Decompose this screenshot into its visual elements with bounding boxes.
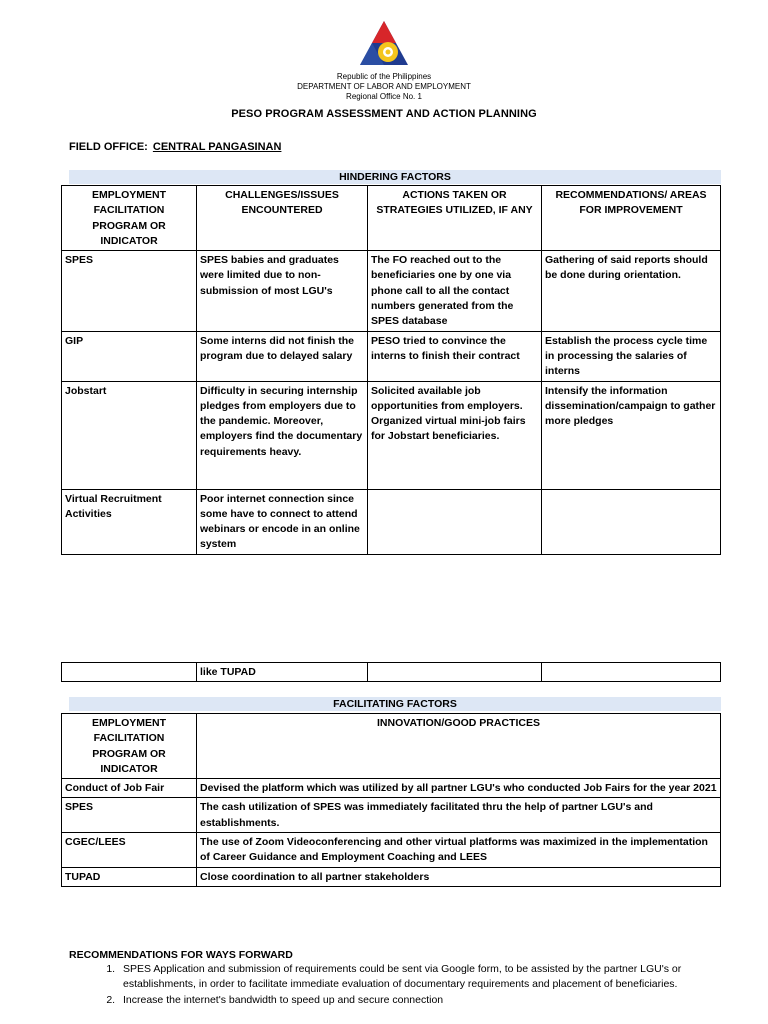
challenge-cell: Some interns did not finish the program due to delayed salary (197, 331, 368, 381)
recommendation-cell (542, 489, 721, 554)
column-header: CHALLENGES/ISSUES ENCOUNTERED (197, 186, 368, 251)
hindering-factors-table (61, 185, 721, 555)
field-office-value: CENTRAL PANGASINAN (152, 141, 282, 153)
list-item: 2. Increase the internet's bandwidth to speed up and secure connection (118, 993, 709, 1008)
program-cell: GIP (62, 331, 197, 381)
recommendation-cell: Gathering of said reports should be done during orientation. (542, 251, 721, 331)
program-cell: SPES (62, 251, 197, 331)
facilitating-factors-table (61, 713, 721, 887)
table-row (62, 833, 721, 868)
table-header-row (62, 186, 721, 251)
program-cell: CGEC/LEES (62, 833, 197, 868)
table-row (62, 779, 721, 798)
action-cell: PESO tried to convince the interns to finish their contract (368, 331, 542, 381)
program-cell: Jobstart (62, 381, 197, 489)
table-row (62, 489, 721, 554)
action-cell: The FO reached out to the beneficiaries one by one via phone call to all the contact numbers generated from the SPES database (368, 251, 542, 331)
recommendations-section (69, 949, 709, 1008)
column-header: INNOVATION/GOOD PRACTICES (197, 714, 721, 779)
column-header: EMPLOYMENT FACILITATION PROGRAM OR INDICATOR (62, 714, 197, 779)
field-office (69, 141, 281, 153)
column-header: EMPLOYMENT FACILITATION PROGRAM OR INDICATOR (62, 186, 197, 251)
recommendations-list (69, 962, 709, 1008)
program-cell: SPES (62, 798, 197, 833)
region-text: Regional Office No. 1 (346, 92, 422, 101)
table-row (62, 331, 721, 381)
field-office-label: FIELD OFFICE: (69, 141, 148, 153)
action-cell (368, 489, 542, 554)
program-cell: Virtual Recruitment Activities (62, 489, 197, 554)
hindering-factors-band: HINDERING FACTORS (69, 170, 721, 184)
recommendations-heading: RECOMMENDATIONS FOR WAYS FORWARD (69, 949, 293, 961)
table-row (62, 663, 721, 682)
document-title: PESO PROGRAM ASSESSMENT AND ACTION PLANNING (231, 108, 537, 120)
table-header-row (62, 714, 721, 779)
table-row (62, 798, 721, 833)
table-row (62, 381, 721, 489)
practice-cell: The use of Zoom Videoconferencing and other virtual platforms was maximized in the implementation of Career Guidance and Employment Coaching and LEES (197, 833, 721, 868)
practice-cell: Devised the platform which was utilized by all partner LGU's who conducted Job Fairs for the year 2021 (197, 779, 721, 798)
list-item: 1. SPES Application and submission of requirements could be sent via Google form, to be assisted by the partner LGU's or establishments, in order to facilitate immediate evaluation of documentary requirements and placement of beneficiaries. (118, 962, 709, 993)
program-cell: TUPAD (62, 867, 197, 886)
action-cell: Solicited available job opportunities from employers. Organized virtual mini-job fairs for Jobstart beneficiaries. (368, 381, 542, 489)
action-cell (368, 663, 542, 682)
practice-cell: Close coordination to all partner stakeholders (197, 867, 721, 886)
facilitating-factors-band: FACILITATING FACTORS (69, 697, 721, 711)
challenge-cell: Difficulty in securing internship pledges from employers due to the pandemic. Moreover, employers find the documentary requirements heavy. (197, 381, 368, 489)
hindering-factors-continuation-table (61, 662, 721, 682)
agency-header (0, 72, 768, 102)
program-cell (62, 663, 197, 682)
department-text: DEPARTMENT OF LABOR AND EMPLOYMENT (297, 82, 471, 91)
republic-text: Republic of the Philippines (336, 72, 432, 81)
challenge-cell: Poor internet connection since some have to connect to attend webinars or encode in an online system (197, 489, 368, 554)
challenge-cell: like TUPAD (197, 663, 368, 682)
recommendation-cell: Establish the process cycle time in processing the salaries of interns (542, 331, 721, 381)
column-header: RECOMMENDATIONS/ AREAS FOR IMPROVEMENT (542, 186, 721, 251)
table-row (62, 251, 721, 331)
dole-seal-icon (357, 18, 413, 70)
recommendation-cell: Intensify the information dissemination/campaign to gather more pledges (542, 381, 721, 489)
challenge-cell: SPES babies and graduates were limited due to non-submission of most LGU's (197, 251, 368, 331)
practice-cell: The cash utilization of SPES was immediately facilitated thru the help of partner LGU's and establishments. (197, 798, 721, 833)
recommendation-cell (542, 663, 721, 682)
table-row (62, 867, 721, 886)
program-cell: Conduct of Job Fair (62, 779, 197, 798)
column-header: ACTIONS TAKEN OR STRATEGIES UTILIZED, IF ANY (368, 186, 542, 251)
